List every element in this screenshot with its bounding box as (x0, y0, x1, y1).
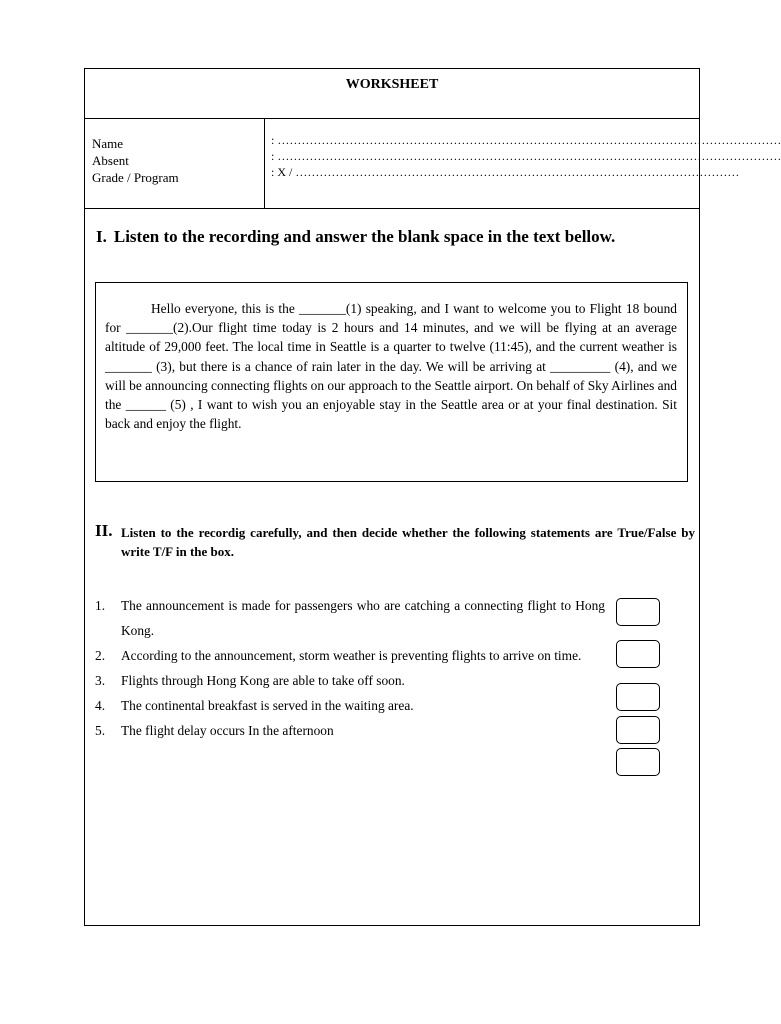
passage-box (95, 282, 688, 482)
section1-heading-text: Listen to the recording and answer the blank space in the text bellow. (113, 227, 616, 246)
info-fields (271, 132, 781, 180)
question-number: 5. (95, 723, 106, 738)
section2-instruction: Listen to the recordig carefully, and then decide whether the following statements are True/False by write T/F in the box. (121, 525, 695, 559)
answer-box-1[interactable] (616, 598, 660, 626)
worksheet-title: WORKSHEET (85, 69, 699, 119)
info-labels (85, 119, 265, 208)
name-label: Name (92, 136, 124, 151)
student-info (85, 119, 781, 209)
list-item (95, 718, 605, 743)
passage-text: Hello everyone, this is the _______(1) speaking, and I want to welcome you to Flight 18 bound for _______(2).Our flight time today is 2 hours and 14 minutes, and we will be flying at an average altitude of 29,000 feet. The local time in Seattle is a quarter to twelve (11:45), and the current weather is _______ (3), but there is a chance of rain later in the day. We will be arriving at _________ (4), and we will be announcing connecting flights on our approach to the Seattle airport. On behalf of Sky Airlines and the ______ (5) , I want to wish you an enjoyable stay in the Seattle area or at your final destination. Sit back and enjoy the flight. (105, 301, 677, 432)
question-number: 3. (95, 673, 106, 688)
question-text: Flights through Hong Kong are able to take off soon. (121, 673, 405, 688)
question-text: According to the announcement, storm weather is preventing flights to arrive on time. (121, 648, 582, 663)
question-text: The continental breakfast is served in the waiting area. (121, 698, 414, 713)
list-item (95, 693, 605, 718)
grade-program-field[interactable]: : X / ………………………………………………………………………………………………… (271, 165, 740, 179)
question-number: 4. (95, 698, 106, 713)
question-text: The announcement is made for passengers who are catching a connecting flight to Hong Kong. (121, 598, 605, 638)
answer-box-4[interactable] (616, 716, 660, 744)
section1-number: I. (96, 227, 107, 246)
list-item (95, 643, 605, 668)
grade-program-label: Grade / Program (92, 170, 179, 185)
question-list (95, 593, 605, 743)
answer-box-3[interactable] (616, 683, 660, 711)
list-item (95, 668, 605, 693)
answer-box-2[interactable] (616, 640, 660, 668)
section1-heading (96, 227, 615, 247)
section2-number: II. (95, 521, 113, 540)
answer-box-5[interactable] (616, 748, 660, 776)
list-item (95, 593, 605, 643)
absent-field[interactable]: : ……………………………………………………………………………………………………………… (271, 149, 781, 163)
question-number: 1. (95, 598, 106, 613)
question-number: 2. (95, 648, 106, 663)
worksheet-frame (84, 68, 781, 926)
absent-label: Absent (92, 153, 129, 168)
question-text: The flight delay occurs In the afternoon (121, 723, 334, 738)
name-field[interactable]: : ……………………………………………………………………………………………………………… (271, 133, 781, 147)
